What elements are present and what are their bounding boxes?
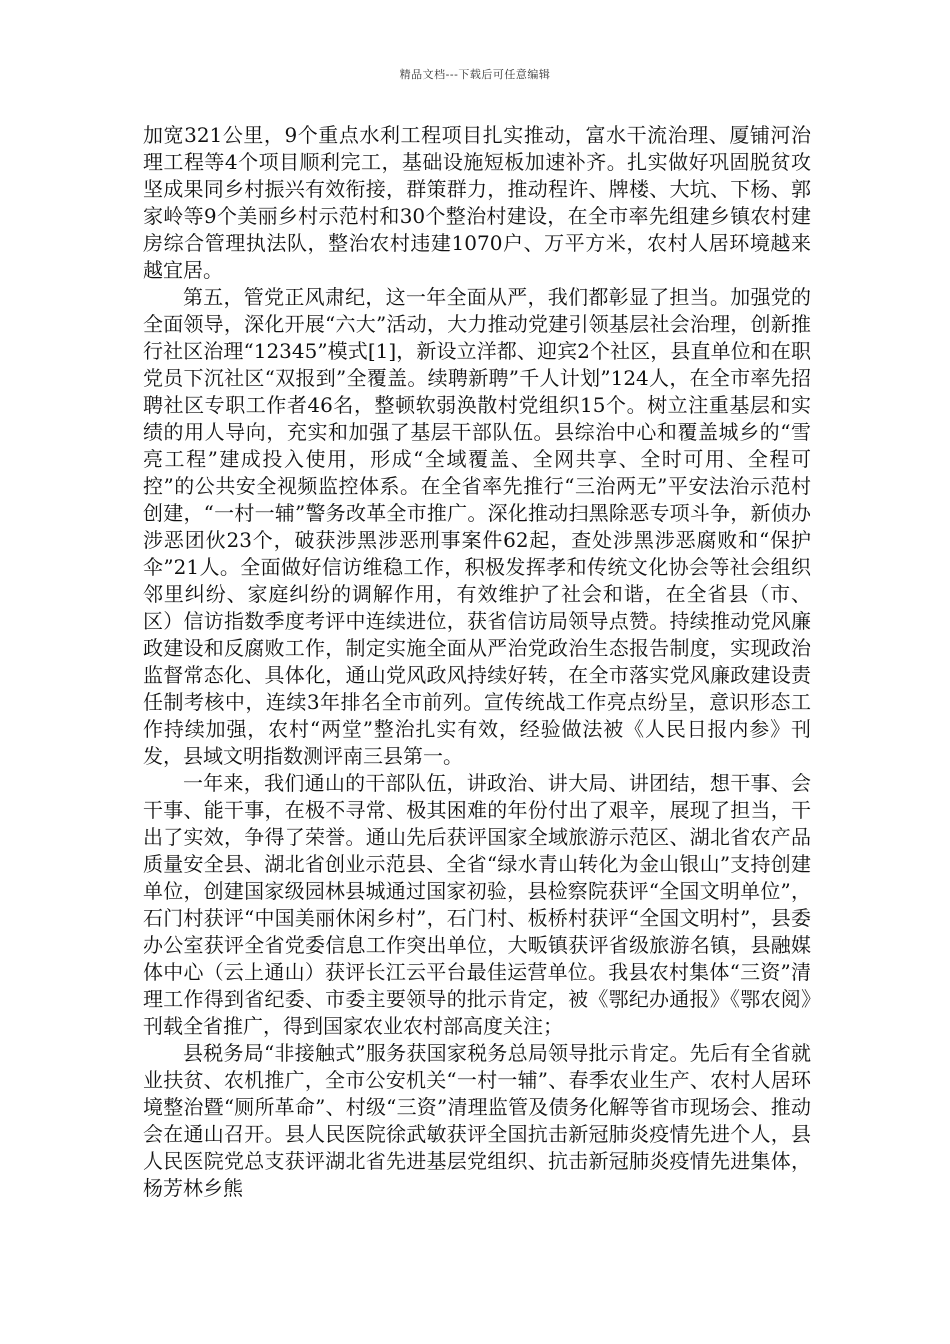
paragraph-3: 一年来，我们通山的干部队伍，讲政治、讲大局、讲团结，想干事、会干事、能干事，在极不寻常、极其困难的年份付出了艰辛，展现了担当，干出了实效，争得了荣誉。通山先后获评国家全域旅游示范区、湖北省农产品质量安全县、湖北省创业示范县、全省“绿水青山转化为金山银山”支持创建单位，创建国家级园林县城通过国家初验，县检察院获评“全国文明单位”，石门村获评“中国美丽休闲乡村”，石门村、板桥村获评“全国文明村”，县委办公室获评全省党委信息工作突出单位，大畈镇获评省级旅游名镇，县融媒体中心（云上通山）获评长江云平台最佳运营单位。我县农村集体“三资”清理工作得到省纪委、市委主要领导的批示肯定，被《鄂纪办通报》《鄂农阅》刊载全省推广，得到国家农业农村部高度关注； [143,771,811,1038]
paragraph-1: 加宽321公里，9个重点水利工程项目扎实推动，富水干流治理、厦铺河治理工程等4个项目顺利完工，基础设施短板加速补齐。扎实做好巩固脱贫攻坚成果同乡村振兴有效衔接，群策群力，推动程许、牌楼、大坑、下杨、郭家岭等9个美丽乡村示范村和30个整治村建设，在全市率先组建乡镇农村建房综合管理执法队，整治农村违建1070户、万平方米，农村人居环境越来越宜居。 [143,123,811,282]
paragraph-2: 第五，管党正风肃纪，这一年全面从严，我们都彰显了担当。加强党的全面领导，深化开展“六大”活动，大力推动党建引领基层社会治理，创新推行社区治理“12345”模式[1]，新设立洋都、迎宾2个社区，县直单位和在职党员下沉社区“双报到”全覆盖。续聘新聘”千人计划”124人，在全市率先招聘社区专职工作者46名，整顿软弱涣散村党组织15个。树立注重基层和实绩的用人导向，充实和加强了基层干部队伍。县综治中心和覆盖城乡的“雪亮工程”建成投入使用，形成“全域覆盖、全网共享、全时可用、全程可控”的公共安全视频监控体系。在全省率先推行“三治两无”平安法治示范村创建，“一村一辅”警务改革全市推广。深化推动扫黑除恶专项斗争，新侦办涉恶团伙23个，破获涉黑涉恶刑事案件62起，查处涉黑涉恶腐败和“保护伞”21人。全面做好信访维稳工作，积极发挥孝和传统文化协会等社会组织邻里纠纷、家庭纠纷的调解作用，有效维护了社会和谐，在全省县（市、区）信访指数季度考评中连续进位，获省信访局领导点赞。持续推动党风廉政建设和反腐败工作，制定实施全面从严治党政治生态报告制度，实现政治监督常态化、具体化，通山党风政风持续好转，在全市落实党风廉政建设责任制考核中，连续3年排名全市前列。宣传统战工作亮点纷呈，意识形态工作持续加强，农村“两堂”整治扎实有效，经验做法被《人民日报内参》刊发，县域文明指数测评南三县第一。 [143,285,811,768]
paragraph-4: 县税务局“非接触式”服务获国家税务总局领导批示肯定。先后有全省就业扶贫、农机推广，全市公安机关“一村一辅”、春季农业生产、农村人居环境整治暨“厕所革命”、村级“三资”清理监管及债务化解等省市现场会、推动会在通山召开。县人民医院徐武敏获评全国抗击新冠肺炎疫情先进个人，县人民医院党总支获评湖北省先进基层党组织、抗击新冠肺炎疫情先进集体，杨芳林乡熊 [143,1041,811,1200]
page-header: 精品文档---下载后可任意编辑 [399,68,551,81]
document-body [143,122,811,1202]
